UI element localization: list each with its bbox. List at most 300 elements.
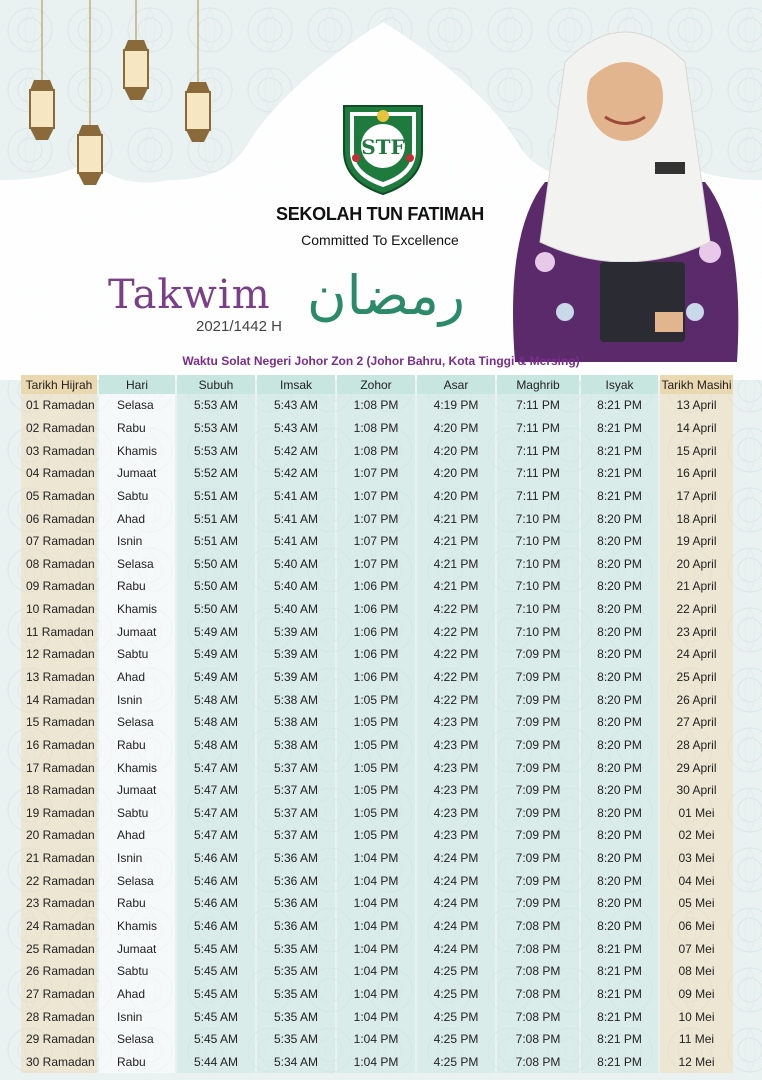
cell-asar: 4:25 PM <box>417 960 495 983</box>
cell-tarikh-hijrah: 22 Ramadan <box>21 869 97 892</box>
cell-tarikh-masihi: 18 April <box>660 507 733 530</box>
cell-hari: Khamis <box>99 439 175 462</box>
cell-asar: 4:22 PM <box>417 620 495 643</box>
table-row <box>21 937 733 960</box>
cell-asar: 4:24 PM <box>417 892 495 915</box>
header-zohor: Zohor <box>337 375 415 394</box>
table-row <box>21 462 733 485</box>
table-row <box>21 575 733 598</box>
cell-hari: Sabtu <box>99 802 175 825</box>
cell-zohor: 1:07 PM <box>337 552 415 575</box>
cell-zohor: 1:05 PM <box>337 688 415 711</box>
cell-asar: 4:24 PM <box>417 847 495 870</box>
cell-tarikh-masihi: 28 April <box>660 734 733 757</box>
cell-zohor: 1:06 PM <box>337 598 415 621</box>
cell-isyak: 8:21 PM <box>581 394 658 417</box>
cell-isyak: 8:20 PM <box>581 688 658 711</box>
cell-asar: 4:24 PM <box>417 915 495 938</box>
cell-tarikh-hijrah: 20 Ramadan <box>21 824 97 847</box>
cell-maghrib: 7:09 PM <box>497 802 579 825</box>
table-row <box>21 802 733 825</box>
cell-maghrib: 7:09 PM <box>497 847 579 870</box>
cell-hari: Selasa <box>99 711 175 734</box>
cell-maghrib: 7:11 PM <box>497 462 579 485</box>
cell-hari: Selasa <box>99 394 175 417</box>
cell-subuh: 5:53 AM <box>177 417 255 440</box>
cell-maghrib: 7:09 PM <box>497 666 579 689</box>
cell-imsak: 5:42 AM <box>257 439 335 462</box>
cell-asar: 4:23 PM <box>417 802 495 825</box>
ramadan-calligraphy <box>296 252 476 342</box>
cell-maghrib: 7:09 PM <box>497 643 579 666</box>
cell-imsak: 5:41 AM <box>257 485 335 508</box>
table-row <box>21 892 733 915</box>
logo-text: STF <box>361 135 405 159</box>
cell-zohor: 1:07 PM <box>337 485 415 508</box>
cell-tarikh-hijrah: 09 Ramadan <box>21 575 97 598</box>
table-row <box>21 983 733 1006</box>
cell-zohor: 1:07 PM <box>337 507 415 530</box>
cell-isyak: 8:20 PM <box>581 507 658 530</box>
table-body <box>21 394 733 1073</box>
cell-subuh: 5:53 AM <box>177 394 255 417</box>
cell-tarikh-masihi: 29 April <box>660 756 733 779</box>
cell-isyak: 8:20 PM <box>581 711 658 734</box>
cell-tarikh-hijrah: 13 Ramadan <box>21 666 97 689</box>
cell-zohor: 1:04 PM <box>337 960 415 983</box>
cell-tarikh-masihi: 14 April <box>660 417 733 440</box>
table-row <box>21 1028 733 1051</box>
cell-imsak: 5:42 AM <box>257 462 335 485</box>
cell-imsak: 5:35 AM <box>257 1028 335 1051</box>
cell-maghrib: 7:08 PM <box>497 983 579 1006</box>
cell-hari: Sabtu <box>99 485 175 508</box>
cell-tarikh-hijrah: 08 Ramadan <box>21 552 97 575</box>
cell-tarikh-hijrah: 21 Ramadan <box>21 847 97 870</box>
cell-asar: 4:23 PM <box>417 711 495 734</box>
cell-tarikh-hijrah: 28 Ramadan <box>21 1005 97 1028</box>
prayer-times-table <box>19 375 735 1073</box>
cell-tarikh-hijrah: 24 Ramadan <box>21 915 97 938</box>
cell-tarikh-masihi: 01 Mei <box>660 802 733 825</box>
cell-imsak: 5:35 AM <box>257 983 335 1006</box>
cell-asar: 4:21 PM <box>417 507 495 530</box>
table-row <box>21 485 733 508</box>
cell-tarikh-hijrah: 06 Ramadan <box>21 507 97 530</box>
cell-imsak: 5:43 AM <box>257 394 335 417</box>
cell-hari: Isnin <box>99 688 175 711</box>
cell-tarikh-hijrah: 14 Ramadan <box>21 688 97 711</box>
cell-imsak: 5:40 AM <box>257 598 335 621</box>
cell-maghrib: 7:08 PM <box>497 1051 579 1074</box>
cell-tarikh-masihi: 21 April <box>660 575 733 598</box>
cell-maghrib: 7:08 PM <box>497 1005 579 1028</box>
cell-tarikh-hijrah: 25 Ramadan <box>21 937 97 960</box>
cell-tarikh-hijrah: 02 Ramadan <box>21 417 97 440</box>
cell-hari: Jumaat <box>99 779 175 802</box>
cell-imsak: 5:35 AM <box>257 1005 335 1028</box>
cell-isyak: 8:21 PM <box>581 485 658 508</box>
table-row <box>21 1051 733 1074</box>
cell-zohor: 1:08 PM <box>337 394 415 417</box>
cell-imsak: 5:39 AM <box>257 666 335 689</box>
cell-tarikh-hijrah: 01 Ramadan <box>21 394 97 417</box>
table-row <box>21 779 733 802</box>
cell-imsak: 5:38 AM <box>257 688 335 711</box>
table-row <box>21 824 733 847</box>
cell-imsak: 5:41 AM <box>257 507 335 530</box>
cell-tarikh-masihi: 04 Mei <box>660 869 733 892</box>
cell-tarikh-hijrah: 04 Ramadan <box>21 462 97 485</box>
cell-imsak: 5:37 AM <box>257 779 335 802</box>
cell-tarikh-hijrah: 29 Ramadan <box>21 1028 97 1051</box>
cell-imsak: 5:38 AM <box>257 711 335 734</box>
cell-maghrib: 7:11 PM <box>497 439 579 462</box>
cell-subuh: 5:47 AM <box>177 824 255 847</box>
cell-tarikh-hijrah: 12 Ramadan <box>21 643 97 666</box>
header-isyak: Isyak <box>581 375 658 394</box>
cell-isyak: 8:20 PM <box>581 620 658 643</box>
cell-asar: 4:21 PM <box>417 575 495 598</box>
cell-zohor: 1:04 PM <box>337 915 415 938</box>
cell-isyak: 8:20 PM <box>581 552 658 575</box>
cell-subuh: 5:51 AM <box>177 485 255 508</box>
prayer-zone-subtitle: Waktu Solat Negeri Johor Zon 2 (Johor Bahru, Kota Tinggi & Mersing) <box>182 354 580 368</box>
cell-subuh: 5:47 AM <box>177 756 255 779</box>
cell-asar: 4:25 PM <box>417 1028 495 1051</box>
cell-hari: Rabu <box>99 575 175 598</box>
cell-hari: Rabu <box>99 734 175 757</box>
cell-hari: Khamis <box>99 598 175 621</box>
cell-tarikh-masihi: 15 April <box>660 439 733 462</box>
cell-tarikh-masihi: 07 Mei <box>660 937 733 960</box>
cell-asar: 4:23 PM <box>417 734 495 757</box>
cell-isyak: 8:21 PM <box>581 1028 658 1051</box>
cell-tarikh-masihi: 05 Mei <box>660 892 733 915</box>
cell-isyak: 8:20 PM <box>581 598 658 621</box>
cell-hari: Selasa <box>99 1028 175 1051</box>
cell-maghrib: 7:11 PM <box>497 394 579 417</box>
cell-asar: 4:23 PM <box>417 779 495 802</box>
cell-maghrib: 7:09 PM <box>497 756 579 779</box>
cell-subuh: 5:47 AM <box>177 802 255 825</box>
cell-tarikh-hijrah: 17 Ramadan <box>21 756 97 779</box>
cell-tarikh-masihi: 25 April <box>660 666 733 689</box>
cell-zohor: 1:05 PM <box>337 824 415 847</box>
cell-maghrib: 7:09 PM <box>497 892 579 915</box>
cell-imsak: 5:37 AM <box>257 824 335 847</box>
cell-subuh: 5:46 AM <box>177 892 255 915</box>
cell-isyak: 8:20 PM <box>581 824 658 847</box>
table-row <box>21 666 733 689</box>
cell-zohor: 1:04 PM <box>337 1051 415 1074</box>
cell-isyak: 8:21 PM <box>581 439 658 462</box>
cell-tarikh-masihi: 20 April <box>660 552 733 575</box>
cell-asar: 4:21 PM <box>417 530 495 553</box>
cell-imsak: 5:37 AM <box>257 756 335 779</box>
cell-zohor: 1:05 PM <box>337 734 415 757</box>
cell-imsak: 5:36 AM <box>257 869 335 892</box>
cell-asar: 4:20 PM <box>417 417 495 440</box>
table-row <box>21 915 733 938</box>
cell-hari: Isnin <box>99 1005 175 1028</box>
cell-tarikh-masihi: 03 Mei <box>660 847 733 870</box>
cell-hari: Isnin <box>99 847 175 870</box>
cell-imsak: 5:39 AM <box>257 620 335 643</box>
cell-isyak: 8:20 PM <box>581 869 658 892</box>
cell-asar: 4:25 PM <box>417 1051 495 1074</box>
lantern-icon <box>72 0 108 190</box>
cell-hari: Ahad <box>99 666 175 689</box>
cell-isyak: 8:21 PM <box>581 417 658 440</box>
cell-imsak: 5:39 AM <box>257 643 335 666</box>
cell-hari: Isnin <box>99 530 175 553</box>
table-row <box>21 1005 733 1028</box>
cell-hari: Khamis <box>99 756 175 779</box>
cell-isyak: 8:20 PM <box>581 643 658 666</box>
cell-imsak: 5:36 AM <box>257 847 335 870</box>
cell-isyak: 8:20 PM <box>581 530 658 553</box>
cell-tarikh-masihi: 16 April <box>660 462 733 485</box>
cell-asar: 4:22 PM <box>417 598 495 621</box>
cell-tarikh-masihi: 17 April <box>660 485 733 508</box>
cell-tarikh-masihi: 24 April <box>660 643 733 666</box>
cell-zohor: 1:06 PM <box>337 575 415 598</box>
cell-subuh: 5:48 AM <box>177 688 255 711</box>
cell-tarikh-masihi: 30 April <box>660 779 733 802</box>
cell-tarikh-masihi: 19 April <box>660 530 733 553</box>
cell-tarikh-hijrah: 18 Ramadan <box>21 779 97 802</box>
cell-zohor: 1:04 PM <box>337 983 415 1006</box>
cell-imsak: 5:38 AM <box>257 734 335 757</box>
cell-tarikh-hijrah: 16 Ramadan <box>21 734 97 757</box>
cell-zohor: 1:07 PM <box>337 462 415 485</box>
cell-zohor: 1:05 PM <box>337 756 415 779</box>
cell-maghrib: 7:08 PM <box>497 960 579 983</box>
cell-hari: Khamis <box>99 915 175 938</box>
table-row <box>21 847 733 870</box>
table-row <box>21 643 733 666</box>
cell-hari: Jumaat <box>99 620 175 643</box>
cell-tarikh-masihi: 12 Mei <box>660 1051 733 1074</box>
cell-maghrib: 7:11 PM <box>497 417 579 440</box>
cell-subuh: 5:46 AM <box>177 847 255 870</box>
cell-hari: Rabu <box>99 1051 175 1074</box>
cell-tarikh-hijrah: 26 Ramadan <box>21 960 97 983</box>
lantern-icon <box>180 0 216 150</box>
cell-tarikh-masihi: 06 Mei <box>660 915 733 938</box>
cell-subuh: 5:49 AM <box>177 620 255 643</box>
table-row <box>21 620 733 643</box>
cell-imsak: 5:34 AM <box>257 1051 335 1074</box>
cell-zohor: 1:08 PM <box>337 439 415 462</box>
table-row <box>21 756 733 779</box>
cell-asar: 4:22 PM <box>417 666 495 689</box>
table-row <box>21 507 733 530</box>
school-name: SEKOLAH TUN FATIMAH <box>276 204 484 224</box>
cell-asar: 4:22 PM <box>417 643 495 666</box>
cell-subuh: 5:52 AM <box>177 462 255 485</box>
cell-zohor: 1:04 PM <box>337 937 415 960</box>
cell-tarikh-masihi: 13 April <box>660 394 733 417</box>
cell-imsak: 5:36 AM <box>257 915 335 938</box>
cell-tarikh-hijrah: 30 Ramadan <box>21 1051 97 1074</box>
cell-maghrib: 7:10 PM <box>497 507 579 530</box>
cell-tarikh-masihi: 22 April <box>660 598 733 621</box>
cell-subuh: 5:51 AM <box>177 507 255 530</box>
header-asar: Asar <box>417 375 495 394</box>
table-row <box>21 552 733 575</box>
cell-imsak: 5:35 AM <box>257 960 335 983</box>
header-subuh: Subuh <box>177 375 255 394</box>
cell-asar: 4:20 PM <box>417 439 495 462</box>
cell-isyak: 8:20 PM <box>581 756 658 779</box>
cell-isyak: 8:21 PM <box>581 983 658 1006</box>
cell-maghrib: 7:10 PM <box>497 530 579 553</box>
header-tarikh-masihi: Tarikh Masihi <box>660 375 733 394</box>
cell-hari: Jumaat <box>99 462 175 485</box>
cell-zohor: 1:04 PM <box>337 847 415 870</box>
cell-asar: 4:22 PM <box>417 688 495 711</box>
cell-subuh: 5:47 AM <box>177 779 255 802</box>
cell-asar: 4:20 PM <box>417 485 495 508</box>
table-row <box>21 394 733 417</box>
cell-tarikh-hijrah: 19 Ramadan <box>21 802 97 825</box>
cell-subuh: 5:45 AM <box>177 960 255 983</box>
table-row <box>21 734 733 757</box>
cell-asar: 4:25 PM <box>417 983 495 1006</box>
cell-subuh: 5:48 AM <box>177 711 255 734</box>
cell-subuh: 5:51 AM <box>177 530 255 553</box>
cell-maghrib: 7:08 PM <box>497 1028 579 1051</box>
principal-portrait <box>505 12 745 362</box>
cell-imsak: 5:40 AM <box>257 552 335 575</box>
cell-hari: Ahad <box>99 824 175 847</box>
cell-maghrib: 7:09 PM <box>497 779 579 802</box>
cell-tarikh-masihi: 27 April <box>660 711 733 734</box>
cell-isyak: 8:21 PM <box>581 462 658 485</box>
cell-zohor: 1:08 PM <box>337 417 415 440</box>
cell-tarikh-hijrah: 07 Ramadan <box>21 530 97 553</box>
cell-maghrib: 7:11 PM <box>497 485 579 508</box>
takwim-title: Takwim <box>108 272 271 318</box>
lantern-icon <box>24 0 60 145</box>
cell-subuh: 5:49 AM <box>177 666 255 689</box>
cell-imsak: 5:35 AM <box>257 937 335 960</box>
header-hari: Hari <box>99 375 175 394</box>
cell-asar: 4:23 PM <box>417 756 495 779</box>
table-header-row <box>21 375 733 394</box>
cell-subuh: 5:50 AM <box>177 598 255 621</box>
cell-imsak: 5:43 AM <box>257 417 335 440</box>
cell-subuh: 5:46 AM <box>177 869 255 892</box>
cell-subuh: 5:45 AM <box>177 937 255 960</box>
cell-tarikh-hijrah: 23 Ramadan <box>21 892 97 915</box>
header-imsak: Imsak <box>257 375 335 394</box>
cell-asar: 4:23 PM <box>417 824 495 847</box>
cell-asar: 4:20 PM <box>417 462 495 485</box>
cell-subuh: 5:53 AM <box>177 439 255 462</box>
cell-zohor: 1:05 PM <box>337 779 415 802</box>
cell-zohor: 1:06 PM <box>337 620 415 643</box>
cell-subuh: 5:48 AM <box>177 734 255 757</box>
cell-isyak: 8:21 PM <box>581 1051 658 1074</box>
table-row <box>21 711 733 734</box>
cell-imsak: 5:40 AM <box>257 575 335 598</box>
cell-zohor: 1:04 PM <box>337 869 415 892</box>
cell-maghrib: 7:10 PM <box>497 552 579 575</box>
cell-hari: Jumaat <box>99 937 175 960</box>
cell-maghrib: 7:10 PM <box>497 598 579 621</box>
cell-asar: 4:19 PM <box>417 394 495 417</box>
cell-subuh: 5:44 AM <box>177 1051 255 1074</box>
cell-tarikh-masihi: 08 Mei <box>660 960 733 983</box>
cell-hari: Rabu <box>99 892 175 915</box>
cell-hari: Ahad <box>99 983 175 1006</box>
cell-zohor: 1:04 PM <box>337 892 415 915</box>
table-row <box>21 960 733 983</box>
cell-tarikh-masihi: 09 Mei <box>660 983 733 1006</box>
cell-zohor: 1:04 PM <box>337 1005 415 1028</box>
cell-maghrib: 7:09 PM <box>497 734 579 757</box>
cell-isyak: 8:20 PM <box>581 779 658 802</box>
arabic-title: رمضان <box>307 264 465 327</box>
cell-maghrib: 7:09 PM <box>497 711 579 734</box>
cell-hari: Selasa <box>99 869 175 892</box>
cell-isyak: 8:20 PM <box>581 915 658 938</box>
table-row <box>21 869 733 892</box>
cell-hari: Ahad <box>99 507 175 530</box>
cell-subuh: 5:45 AM <box>177 1028 255 1051</box>
cell-asar: 4:25 PM <box>417 1005 495 1028</box>
cell-tarikh-masihi: 26 April <box>660 688 733 711</box>
cell-zohor: 1:04 PM <box>337 1028 415 1051</box>
cell-subuh: 5:49 AM <box>177 643 255 666</box>
cell-tarikh-hijrah: 05 Ramadan <box>21 485 97 508</box>
cell-hari: Sabtu <box>99 960 175 983</box>
cell-isyak: 8:20 PM <box>581 802 658 825</box>
cell-tarikh-masihi: 02 Mei <box>660 824 733 847</box>
cell-subuh: 5:50 AM <box>177 575 255 598</box>
cell-tarikh-masihi: 23 April <box>660 620 733 643</box>
cell-subuh: 5:45 AM <box>177 983 255 1006</box>
cell-isyak: 8:21 PM <box>581 1005 658 1028</box>
cell-isyak: 8:20 PM <box>581 734 658 757</box>
cell-hari: Selasa <box>99 552 175 575</box>
school-motto: Committed To Excellence <box>301 232 459 248</box>
cell-imsak: 5:36 AM <box>257 892 335 915</box>
cell-isyak: 8:20 PM <box>581 575 658 598</box>
school-logo <box>334 96 432 196</box>
cell-zohor: 1:07 PM <box>337 530 415 553</box>
cell-asar: 4:21 PM <box>417 552 495 575</box>
cell-isyak: 8:20 PM <box>581 892 658 915</box>
cell-zohor: 1:06 PM <box>337 643 415 666</box>
cell-isyak: 8:21 PM <box>581 937 658 960</box>
cell-subuh: 5:46 AM <box>177 915 255 938</box>
header-tarikh-hijrah: Tarikh Hijrah <box>21 375 97 394</box>
cell-zohor: 1:05 PM <box>337 711 415 734</box>
table-row <box>21 439 733 462</box>
cell-asar: 4:24 PM <box>417 937 495 960</box>
cell-maghrib: 7:09 PM <box>497 688 579 711</box>
cell-hari: Rabu <box>99 417 175 440</box>
cell-zohor: 1:05 PM <box>337 802 415 825</box>
cell-tarikh-hijrah: 10 Ramadan <box>21 598 97 621</box>
cell-subuh: 5:50 AM <box>177 552 255 575</box>
cell-hari: Sabtu <box>99 643 175 666</box>
cell-isyak: 8:20 PM <box>581 847 658 870</box>
